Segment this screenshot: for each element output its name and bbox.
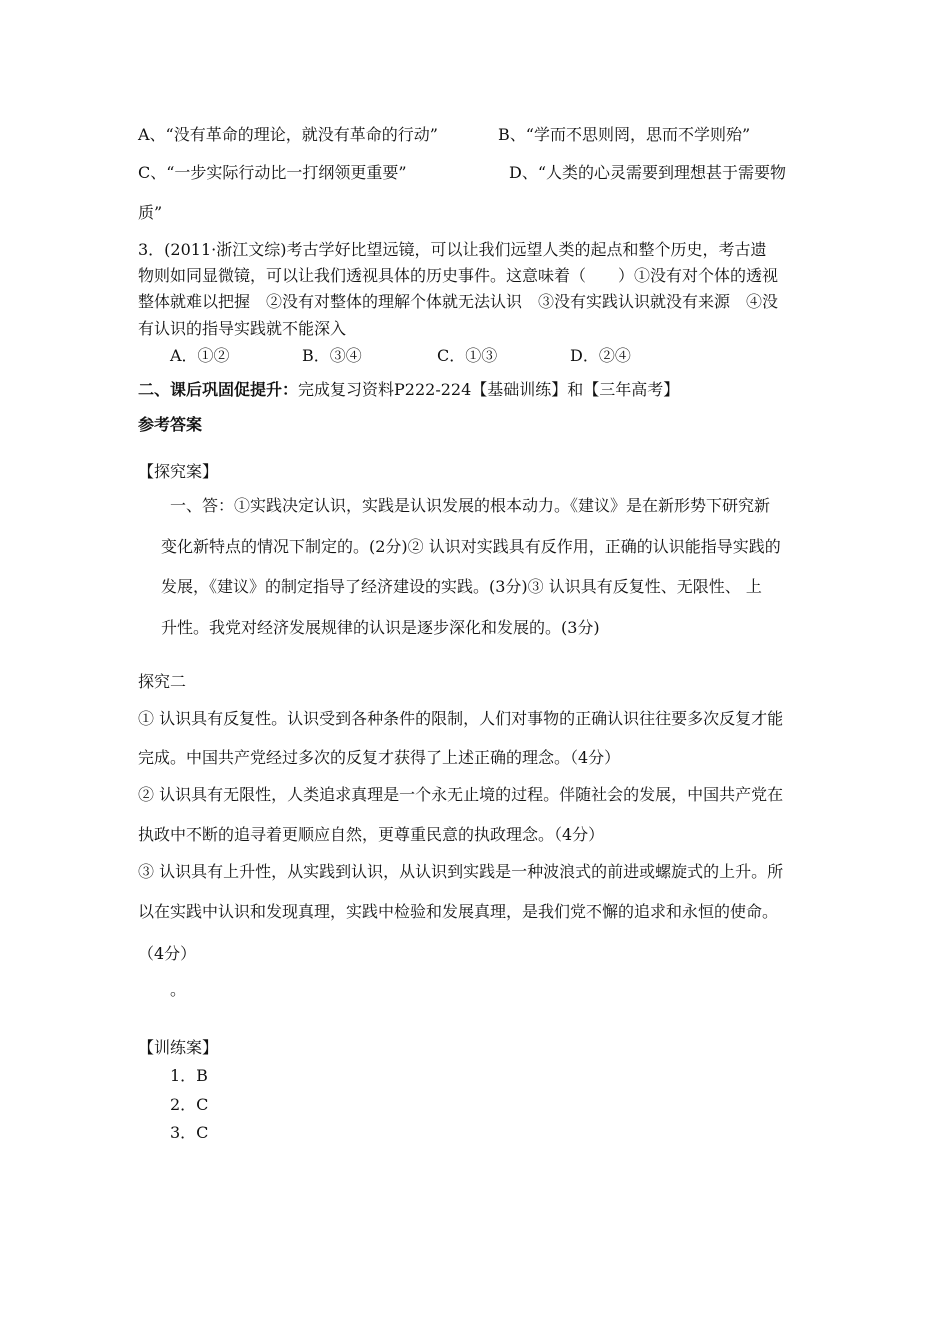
explore-two-p2-line-1: ② 认识具有无限性，人类追求真理是一个永无止境的过程。伴随社会的发展，中国共产党在: [138, 785, 784, 804]
q2-option-a: A、“没有革命的理论，就没有革命的行动”: [138, 125, 438, 144]
q2-option-b: B、“学而不思则罔，思而不学则殆”: [498, 125, 751, 144]
q3-option-d: D．②④: [570, 346, 631, 365]
explore-case-line-4: 升性。我党对经济发展规律的认识是逐步深化和发展的。(3分): [161, 618, 600, 637]
explore-case-line-1: 一、答：①实践决定认识，实践是认识发展的根本动力。《建议》是在新形势下研究新: [170, 496, 771, 515]
training-answer-2: 2．C: [170, 1095, 209, 1114]
section-2: [138, 380, 679, 400]
training-answer-3: 3．C: [170, 1123, 209, 1142]
explore-two-p2-line-2: 执政中不断的追寻着更顺应自然，更尊重民意的执政理念。（4分）: [138, 825, 605, 844]
q2-option-c: C、“一步实际行动比一打纲领更重要”: [138, 163, 407, 182]
section-2-heading: 二、课后巩固促提升：: [138, 380, 299, 399]
q3-line-4: 有认识的指导实践就不能深入: [138, 319, 347, 338]
section-2-text: 完成复习资料P222-224【基础训练】和【三年高考】: [298, 380, 680, 399]
explore-two-p1-line-2: 完成。中国共产党经过多次的反复才获得了上述正确的理念。（4分）: [138, 748, 621, 767]
q3-line-2: 物则如同显微镜，可以让我们透视具体的历史事件。这意味着（ ）①没有对个体的透视: [138, 266, 779, 285]
q3-line-1: 3．(2011·浙江文综)考古学好比望远镜，可以让我们远望人类的起点和整个历史，考古遗: [138, 240, 767, 259]
q3-option-a: A．①②: [170, 346, 230, 365]
training-answer-1: 1．B: [170, 1066, 208, 1085]
training-case-title: 【训练案】: [138, 1038, 219, 1057]
explore-case-line-2: 变化新特点的情况下制定的。(2分)② 认识对实践具有反作用，正确的认识能指导实践的: [161, 537, 781, 556]
q3-option-c: C．①③: [437, 346, 498, 365]
explore-two-p3-line-1: ③ 认识具有上升性，从实践到认识，从认识到实践是一种波浪式的前进或螺旋式的上升。所: [138, 862, 784, 881]
answers-title: 参考答案: [138, 415, 203, 434]
q2-option-d-continued: 质”: [138, 203, 163, 222]
q3-line-3: 整体就难以把握 ②没有对整体的理解个体就无法认识 ③没有实践认识就没有来源 ④没: [138, 292, 779, 311]
explore-case-title: 【探究案】: [138, 462, 219, 481]
explore-two-p3-line-2: 以在实践中认识和发现真理，实践中检验和发展真理，是我们党不懈的追求和永恒的使命。: [138, 902, 779, 921]
q2-option-d: D、“人类的心灵需要到理想甚于需要物: [509, 163, 787, 182]
explore-two-title: 探究二: [138, 672, 187, 691]
explore-case-line-3: 发展，《建议》的制定指导了经济建设的实践。(3分)③ 认识具有反复性、无限性、 上: [161, 577, 762, 596]
q3-option-b: B．③④: [302, 346, 362, 365]
explore-two-trailing-mark: 。: [170, 980, 187, 999]
explore-two-p3-line-3: （4分）: [138, 944, 197, 963]
explore-two-p1-line-1: ① 认识具有反复性。认识受到各种条件的限制，人们对事物的正确认识往往要多次反复才能: [138, 709, 784, 728]
